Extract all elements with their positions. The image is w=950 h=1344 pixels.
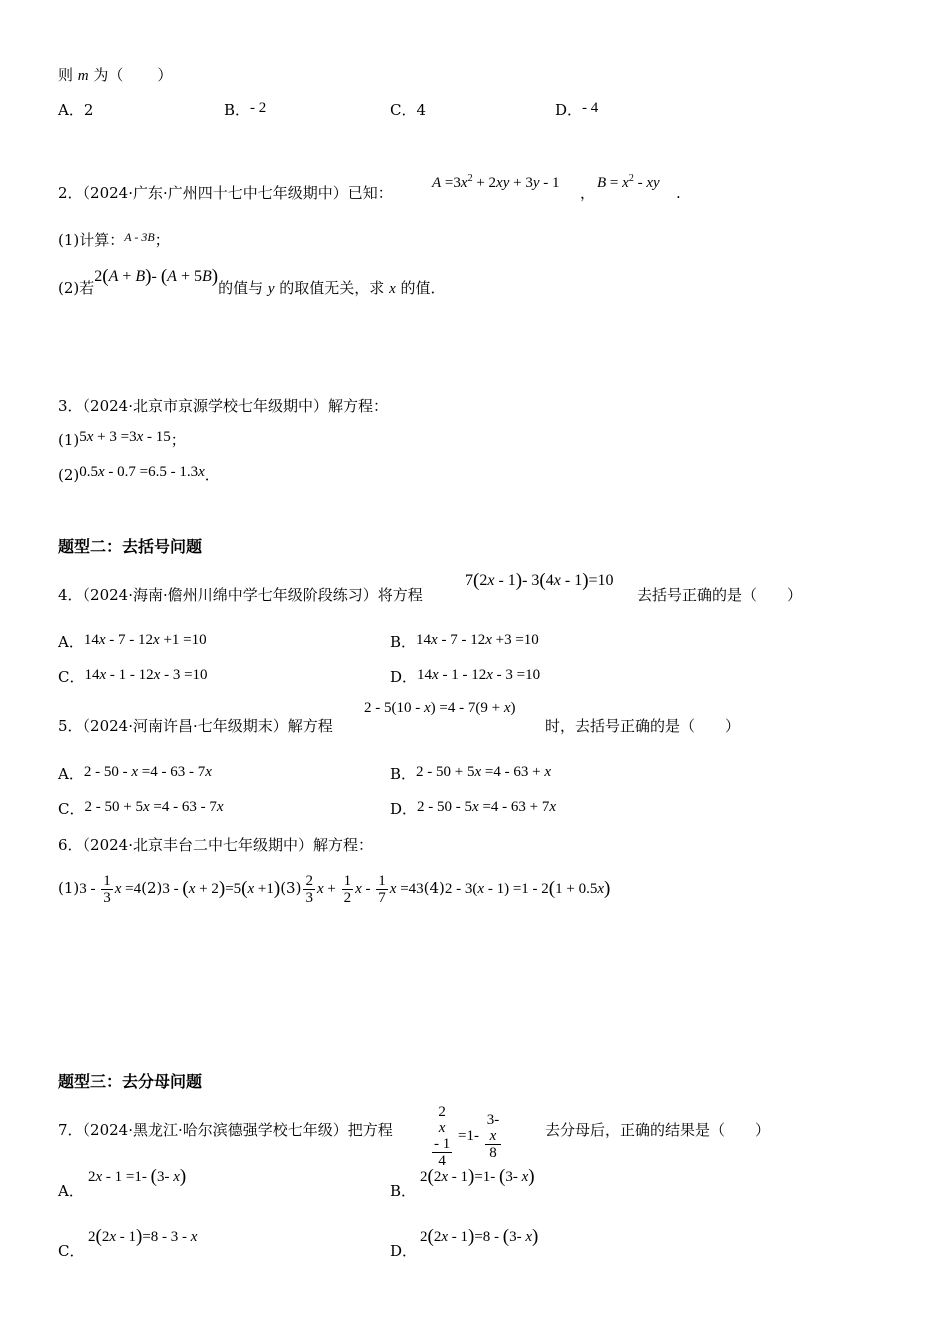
q4-option-d: D．14x - 1 - 12x - 3 =10 [390, 667, 541, 686]
q2-formula-b: $B = x^2$ - xy [597, 173, 660, 191]
q4-equation: 7(2x - 1)- 3(4x - 1)=10 [465, 570, 614, 591]
q4-option-b: B．14x - 7 - 12x +3 =10 [390, 632, 539, 651]
q7-option-a: A． [58, 1182, 84, 1200]
q5-suffix: 时，去括号正确的是（ ） [545, 717, 741, 735]
q7-option-d: D． [390, 1242, 418, 1260]
q5-option-c: C．2 - 50 + 5x =4 - 63 - 7x [58, 799, 224, 818]
q5-option-b: B．2 - 50 + 5x =4 - 63 + x [390, 764, 552, 783]
section2-title: 题型二：去括号问题 [58, 537, 203, 556]
q3-part1: (1)5x + 3 =3x - 15； [58, 429, 186, 449]
q5-option-d: D．2 - 50 - 5x =4 - 63 + 7x [390, 799, 557, 818]
q7-option-c: C． [58, 1242, 85, 1260]
q4-option-a: A．14x - 7 - 12x +1 =10 [58, 632, 207, 651]
q5-prefix: 5．（2024·河南许昌·七年级期末）解方程 [58, 717, 333, 735]
q6-parts: (1)3 - $\frac{1}{3}$ x =4(2)3 - (x + 2)=5(x +1)(3) $\frac{2}{3}$ x + $\frac{1}{2}$ x - $\frac{1}{7}$ x =43(4)2 - 3(x - 1) =1 - 2(1 + 0.5x) [58, 873, 611, 907]
q5-option-a: A．2 - 50 - x =4 - 63 - 7x [58, 764, 212, 783]
q7-option-c-eq: 2(2x - 1)=8 - 3 - x [88, 1226, 198, 1247]
q4-prefix: 4．（2024·海南·儋州川绵中学七年级阶段练习）将方程 [58, 586, 423, 604]
q3-part2: (2)0.5x - 0.7 =6.5 - 1.3x． [58, 464, 220, 484]
q7-option-b-eq: 2(2x - 1)=1- (3- x) [420, 1166, 535, 1187]
q3-prefix: 3．（2024·北京市京源学校七年级期中）解方程： [58, 397, 388, 415]
q7-equation: 2 x - 1 4 =1- 3- x 8 [434, 1104, 500, 1169]
q7-option-a-eq: 2x - 1 =1- (3- x) [88, 1166, 187, 1187]
q2-part1: (1)计算：$^{A - 3B}$； [58, 230, 170, 249]
q2-part2: (2)若2(A + B)- (A + 5B)的值与 y 的取值无关，求 x 的值． [58, 266, 446, 297]
q6-prefix: 6．（2024·北京丰台二中七年级期中）解方程： [58, 836, 373, 854]
q7-prefix: 7．（2024·黑龙江·哈尔滨德强学校七年级）把方程 [58, 1121, 393, 1139]
q7-option-d-eq: 2(2x - 1)=8 - (3- x) [420, 1226, 539, 1247]
q7-suffix: 去分母后，正确的结果是（ ） [545, 1121, 771, 1139]
q4-option-c: C．14x - 1 - 12x - 3 =10 [58, 667, 208, 686]
section3-title: 题型三：去分母问题 [58, 1072, 203, 1091]
q7-option-b: B． [390, 1182, 417, 1200]
q1-tail-text: 则 m 为（ ） [58, 66, 173, 84]
q1-option-c: C．4 [390, 101, 427, 119]
q2-period: . [676, 184, 681, 202]
q2-prefix: 2．（2024·广东·广州四十七中七年级期中）已知： [58, 184, 393, 202]
q5-equation: 2 - 5(10 - x) =4 - 7(9 + x) [364, 700, 516, 716]
q1-option-d: D．- 4 [555, 100, 599, 119]
q2-formula-a: $A =3x^2 + 2xy + 3y - 1$ [432, 173, 560, 191]
q4-suffix: 去括号正确的是（ ） [637, 586, 803, 604]
q1-option-b: B．- 2 [224, 100, 267, 119]
q2-comma: ， [580, 184, 596, 202]
q1-option-a: A．2 [58, 101, 94, 119]
